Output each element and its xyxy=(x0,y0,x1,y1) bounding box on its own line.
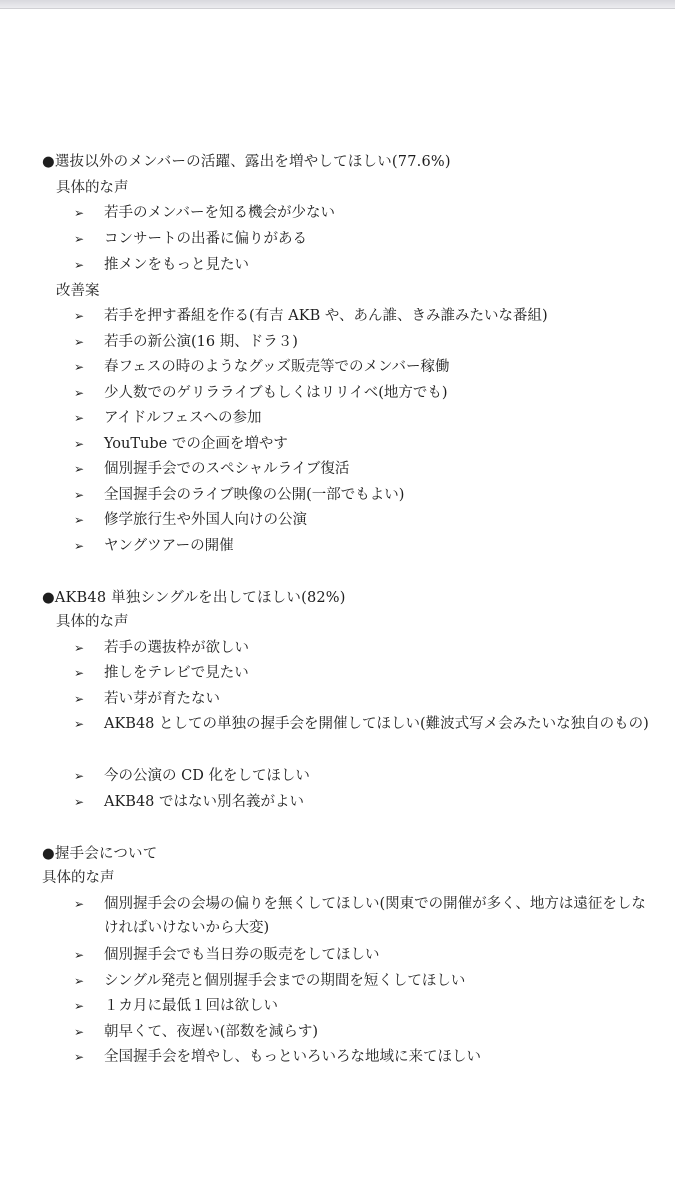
list-item: ➢ 個別握手会でも当日券の販売をしてほしい xyxy=(74,943,654,967)
list-item: ➢ 今の公演の CD 化をしてほしい xyxy=(74,764,654,788)
arrow-bullet-icon: ➢ xyxy=(74,360,85,374)
list-item: ➢ アイドルフェスへの参加 xyxy=(74,406,654,430)
arrow-bullet-icon: ➢ xyxy=(74,488,85,502)
list-item: ➢ YouTube での企画を増やす xyxy=(74,432,654,456)
group-label-proposals: 改善案 xyxy=(56,283,100,299)
list-item: ➢ 全国握手会を増やし、もっといろいろな地域に来てほしい xyxy=(74,1045,654,1069)
arrow-bullet-icon: ➢ xyxy=(74,999,85,1013)
list-item: ➢ 個別握手会の会場の偏りを無くしてほしい(関東での開催が多く、地方は遠征をしなければいけないから大変) xyxy=(74,892,654,940)
arrow-bullet-icon: ➢ xyxy=(74,666,85,680)
arrow-bullet-icon: ➢ xyxy=(74,309,85,323)
list-item: ➢ ヤングツアーの開催 xyxy=(74,534,654,558)
list-item: ➢ 若手の選抜枠が欲しい xyxy=(74,636,654,660)
arrow-bullet-icon: ➢ xyxy=(74,641,85,655)
arrow-bullet-icon: ➢ xyxy=(74,437,85,451)
arrow-bullet-icon: ➢ xyxy=(74,232,85,246)
arrow-bullet-icon: ➢ xyxy=(74,386,85,400)
arrow-bullet-icon: ➢ xyxy=(74,513,85,527)
list-item: ➢ 若手のメンバーを知る機会が少ない xyxy=(74,201,654,225)
section-heading-2: ●AKB48 単独シングルを出してほしい(82%) xyxy=(42,590,346,606)
list-item: ➢ 推メンをもっと見たい xyxy=(74,253,654,277)
list-item: ➢ 若い芽が育たない xyxy=(74,687,654,711)
list-item: ➢ １カ月に最低１回は欲しい xyxy=(74,994,654,1018)
arrow-bullet-icon: ➢ xyxy=(74,411,85,425)
arrow-bullet-icon: ➢ xyxy=(74,974,85,988)
list-item: ➢ 個別握手会でのスペシャルライブ復活 xyxy=(74,457,654,481)
arrow-bullet-icon: ➢ xyxy=(74,1025,85,1039)
list-item: ➢ AKB48 ではない別名義がよい xyxy=(74,790,654,814)
arrow-bullet-icon: ➢ xyxy=(74,462,85,476)
list-item: ➢ 修学旅行生や外国人向けの公演 xyxy=(74,508,654,532)
arrow-bullet-icon: ➢ xyxy=(74,897,85,911)
arrow-bullet-icon: ➢ xyxy=(74,1050,85,1064)
arrow-bullet-icon: ➢ xyxy=(74,717,85,731)
section-heading-3: ●握手会について xyxy=(42,846,158,862)
group-label-voices-1: 具体的な声 xyxy=(56,180,129,196)
arrow-bullet-icon: ➢ xyxy=(74,335,85,349)
group-label-voices-2: 具体的な声 xyxy=(56,614,129,630)
arrow-bullet-icon: ➢ xyxy=(74,258,85,272)
list-item: ➢ 若手を押す番組を作る(有吉 AKB や、あん誰、きみ誰みたいな番組) xyxy=(74,304,654,328)
arrow-bullet-icon: ➢ xyxy=(74,539,85,553)
list-item: ➢ 推しをテレビで見たい xyxy=(74,661,654,685)
arrow-bullet-icon: ➢ xyxy=(74,206,85,220)
list-item: ➢ 少人数でのゲリラライブもしくはリリイベ(地方でも) xyxy=(74,381,654,405)
arrow-bullet-icon: ➢ xyxy=(74,795,85,809)
list-item: ➢ 全国握手会のライブ映像の公開(一部でもよい) xyxy=(74,483,654,507)
section-heading-1: ●選抜以外のメンバーの活躍、露出を増やしてほしい(77.6%) xyxy=(42,154,451,170)
list-item: ➢ 若手の新公演(16 期、ドラ３) xyxy=(74,330,654,354)
list-item: ➢ AKB48 としての単独の握手会を開催してほしい(難波式写メ会みたいな独自のもの) xyxy=(74,712,654,736)
list-item: ➢ 朝早くて、夜遅い(部数を減らす) xyxy=(74,1020,654,1044)
list-item: ➢ コンサートの出番に偏りがある xyxy=(74,227,654,251)
list-item: ➢ シングル発売と個別握手会までの期間を短くしてほしい xyxy=(74,969,654,993)
arrow-bullet-icon: ➢ xyxy=(74,948,85,962)
list-item: ➢ 春フェスの時のようなグッズ販売等でのメンバー稼働 xyxy=(74,355,654,379)
arrow-bullet-icon: ➢ xyxy=(74,692,85,706)
arrow-bullet-icon: ➢ xyxy=(74,769,85,783)
group-label-voices-3: 具体的な声 xyxy=(42,870,115,886)
